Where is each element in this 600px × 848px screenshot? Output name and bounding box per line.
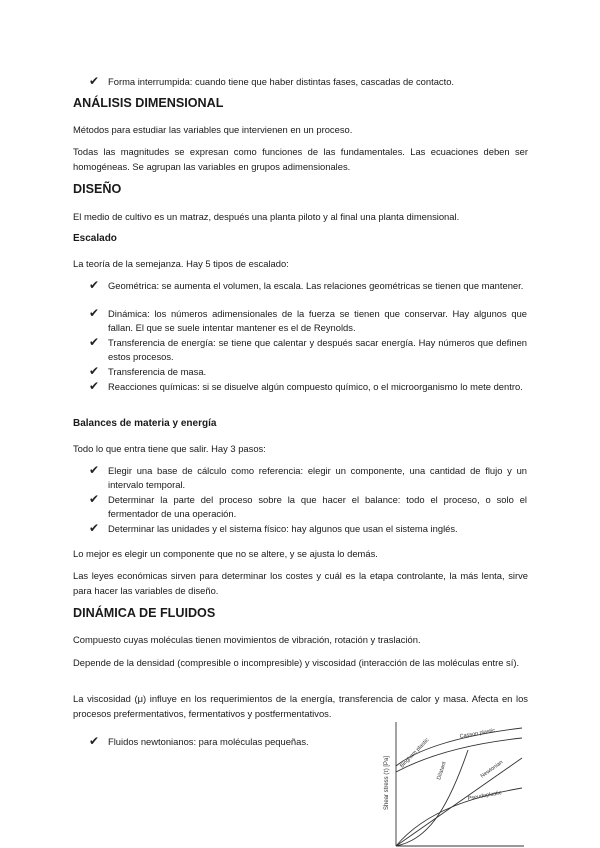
list-item — [89, 522, 527, 536]
list-item-text: Transferencia de masa. — [108, 366, 207, 377]
subheading-escalado: Escalado — [73, 233, 117, 244]
curve-newtonian — [396, 758, 522, 846]
list-item-text: Elegir una base de cálculo como referencia: elegir un componente, una cantidad de flujo y un intervalo temporal. — [108, 465, 527, 490]
check-icon: ✔ — [89, 74, 100, 88]
list-item — [89, 493, 527, 521]
check-icon: ✔ — [89, 463, 100, 477]
list-item — [89, 336, 527, 364]
list-item-text: Determinar las unidades y el sistema físico: hay algunos que usan el sistema inglés. — [108, 523, 458, 534]
paragraph: Lo mejor es elegir un componente que no se altere, y se ajusta lo demás. — [73, 548, 378, 559]
label-casson-plastic: Casson plastic — [459, 727, 496, 740]
figure-curves — [396, 722, 524, 846]
list-item-text: Transferencia de energía: se tiene que calentar y después sacar energía. Hay números que definen estos procesos. — [108, 337, 527, 362]
list-item-text: Determinar la parte del proceso sobre la que hacer el balance: todo el proceso, o solo el fermentador de una operación. — [108, 494, 527, 519]
check-icon: ✔ — [89, 492, 100, 506]
list-item — [89, 735, 339, 749]
paragraph: Todo lo que entra tiene que salir. Hay 3 pasos: — [73, 443, 266, 454]
paragraph: Las leyes económicas sirven para determinar los costes y cuál es la etapa controlante, la más lenta, sirve para hacer las variables de diseño. — [73, 570, 528, 596]
rheology-figure — [376, 714, 526, 848]
intro-bullet — [89, 75, 527, 89]
label-dilatant: Dilatant — [436, 761, 448, 781]
list-item — [89, 464, 527, 492]
check-icon: ✔ — [89, 364, 100, 378]
heading-diseno: DISEÑO — [73, 182, 122, 196]
paragraph: Depende de la densidad (compresible o incompresible) y viscosidad (interacción de las moléculas entre sí). — [73, 657, 520, 668]
subheading-balances: Balances de materia y energía — [73, 418, 217, 429]
paragraph: La viscosidad (μ) influye en los requerimientos de la energía, transferencia de calor y masa. Afecta en los procesos prefermentativos, fermentativos y postfermentativos. — [73, 693, 528, 719]
heading-analisis: ANÁLISIS DIMENSIONAL — [73, 96, 224, 110]
list-item-text: Fluidos newtonianos: para moléculas pequeñas. — [108, 736, 309, 747]
list-item — [89, 307, 527, 335]
list-item-text: Geométrica: se aumenta el volumen, la escala. Las relaciones geométricas se tienen que mantener. — [108, 280, 524, 291]
label-pseudoplastic: Pseudoplastic — [467, 790, 503, 802]
check-icon: ✔ — [89, 521, 100, 535]
check-icon: ✔ — [89, 278, 100, 292]
ylabel: Shear stress (τ) [Pa] — [384, 755, 390, 810]
paragraph: Compuesto cuyas moléculas tienen movimientos de vibración, rotación y traslación. — [73, 634, 421, 645]
list-item — [89, 380, 527, 394]
heading-fluidos: DINÁMICA DE FLUIDOS — [73, 606, 216, 620]
curve-pseudoplastic — [396, 788, 522, 846]
list-item — [89, 365, 527, 379]
check-icon: ✔ — [89, 734, 100, 748]
label-bingham-plastic: Bingham plastic — [399, 737, 431, 770]
list-item — [89, 279, 527, 293]
bullet-text: Forma interrumpida: cuando tiene que haber distintas fases, cascadas de contacto. — [108, 76, 455, 87]
paragraph: La teoría de la semejanza. Hay 5 tipos de escalado: — [73, 258, 289, 269]
check-icon: ✔ — [89, 306, 100, 320]
label-newtonian: Newtonian — [479, 759, 505, 780]
check-icon: ✔ — [89, 379, 100, 393]
list-item-text: Dinámica: los números adimensionales de la fuerza se tienen que conservar. Hay algunos que fallan. El que se suele intentar mantener es el de Reynolds. — [108, 308, 527, 333]
check-icon: ✔ — [89, 335, 100, 349]
list-item-text: Reacciones químicas: si se disuelve algún compuesto químico, o el microorganismo lo mete dentro. — [108, 381, 523, 392]
paragraph: El medio de cultivo es un matraz, después una planta piloto y al final una planta dimensional. — [73, 211, 460, 222]
paragraph: Todas las magnitudes se expresan como funciones de las fundamentales. Las ecuaciones deben ser homogéneas. Se agrupan las variables en grupos adimensionales. — [73, 146, 528, 172]
paragraph: Métodos para estudiar las variables que intervienen en un proceso. — [73, 124, 353, 135]
